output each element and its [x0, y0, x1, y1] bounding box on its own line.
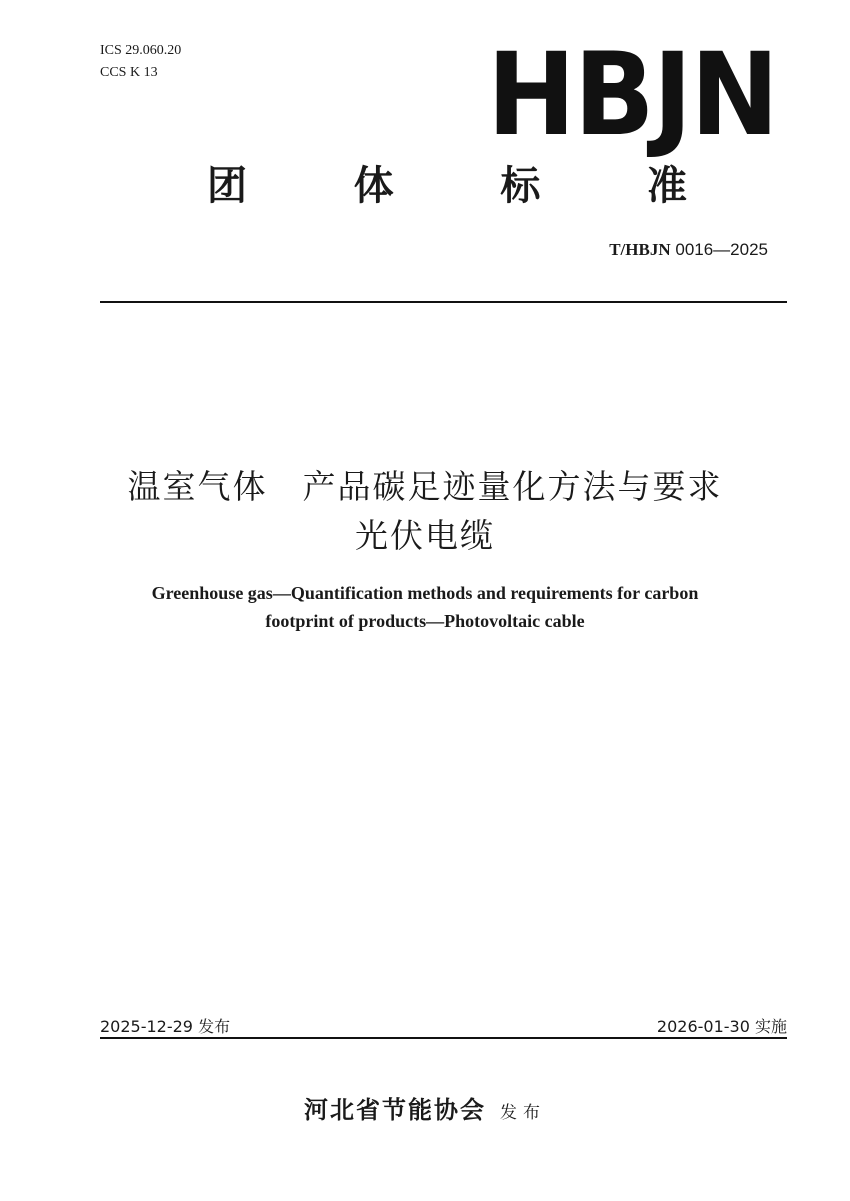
bottom-divider — [100, 1037, 787, 1039]
effective-date: 2026-01-30 实施 — [656, 1017, 787, 1036]
issuer-action: 发布 — [500, 1103, 546, 1123]
issuer — [0, 1090, 850, 1125]
standard-number-value: 0016—2025 — [675, 240, 768, 259]
classification-codes — [100, 40, 181, 84]
publish-date: 2025-12-29 发布 — [100, 1017, 231, 1036]
ics-code: ICS 29.060.20 — [100, 43, 182, 58]
english-title-line-1: Greenhouse gas—Quantification methods and requirements for carbon — [151, 583, 699, 603]
standard-number — [609, 240, 768, 260]
standard-type-heading — [207, 162, 687, 210]
issuer-organization: 河北省节能协会 — [304, 1095, 486, 1124]
standard-type-char: 标 — [500, 163, 541, 209]
standard-number-prefix: T/HBJN — [609, 240, 671, 259]
top-divider — [100, 301, 787, 303]
standard-type-char: 准 — [646, 163, 687, 209]
standard-type-char: 体 — [353, 163, 394, 209]
hbjn-logo: HBJN — [487, 28, 778, 161]
chinese-title-line-1: 温室气体 产品碳足迹量化方法与要求 — [127, 467, 723, 506]
chinese-title-line-2: 光伏电缆 — [355, 516, 495, 555]
ccs-code: CCS K 13 — [100, 65, 158, 80]
english-title-line-2: footprint of products—Photovoltaic cable — [265, 611, 585, 631]
standard-type-char: 团 — [207, 163, 247, 209]
